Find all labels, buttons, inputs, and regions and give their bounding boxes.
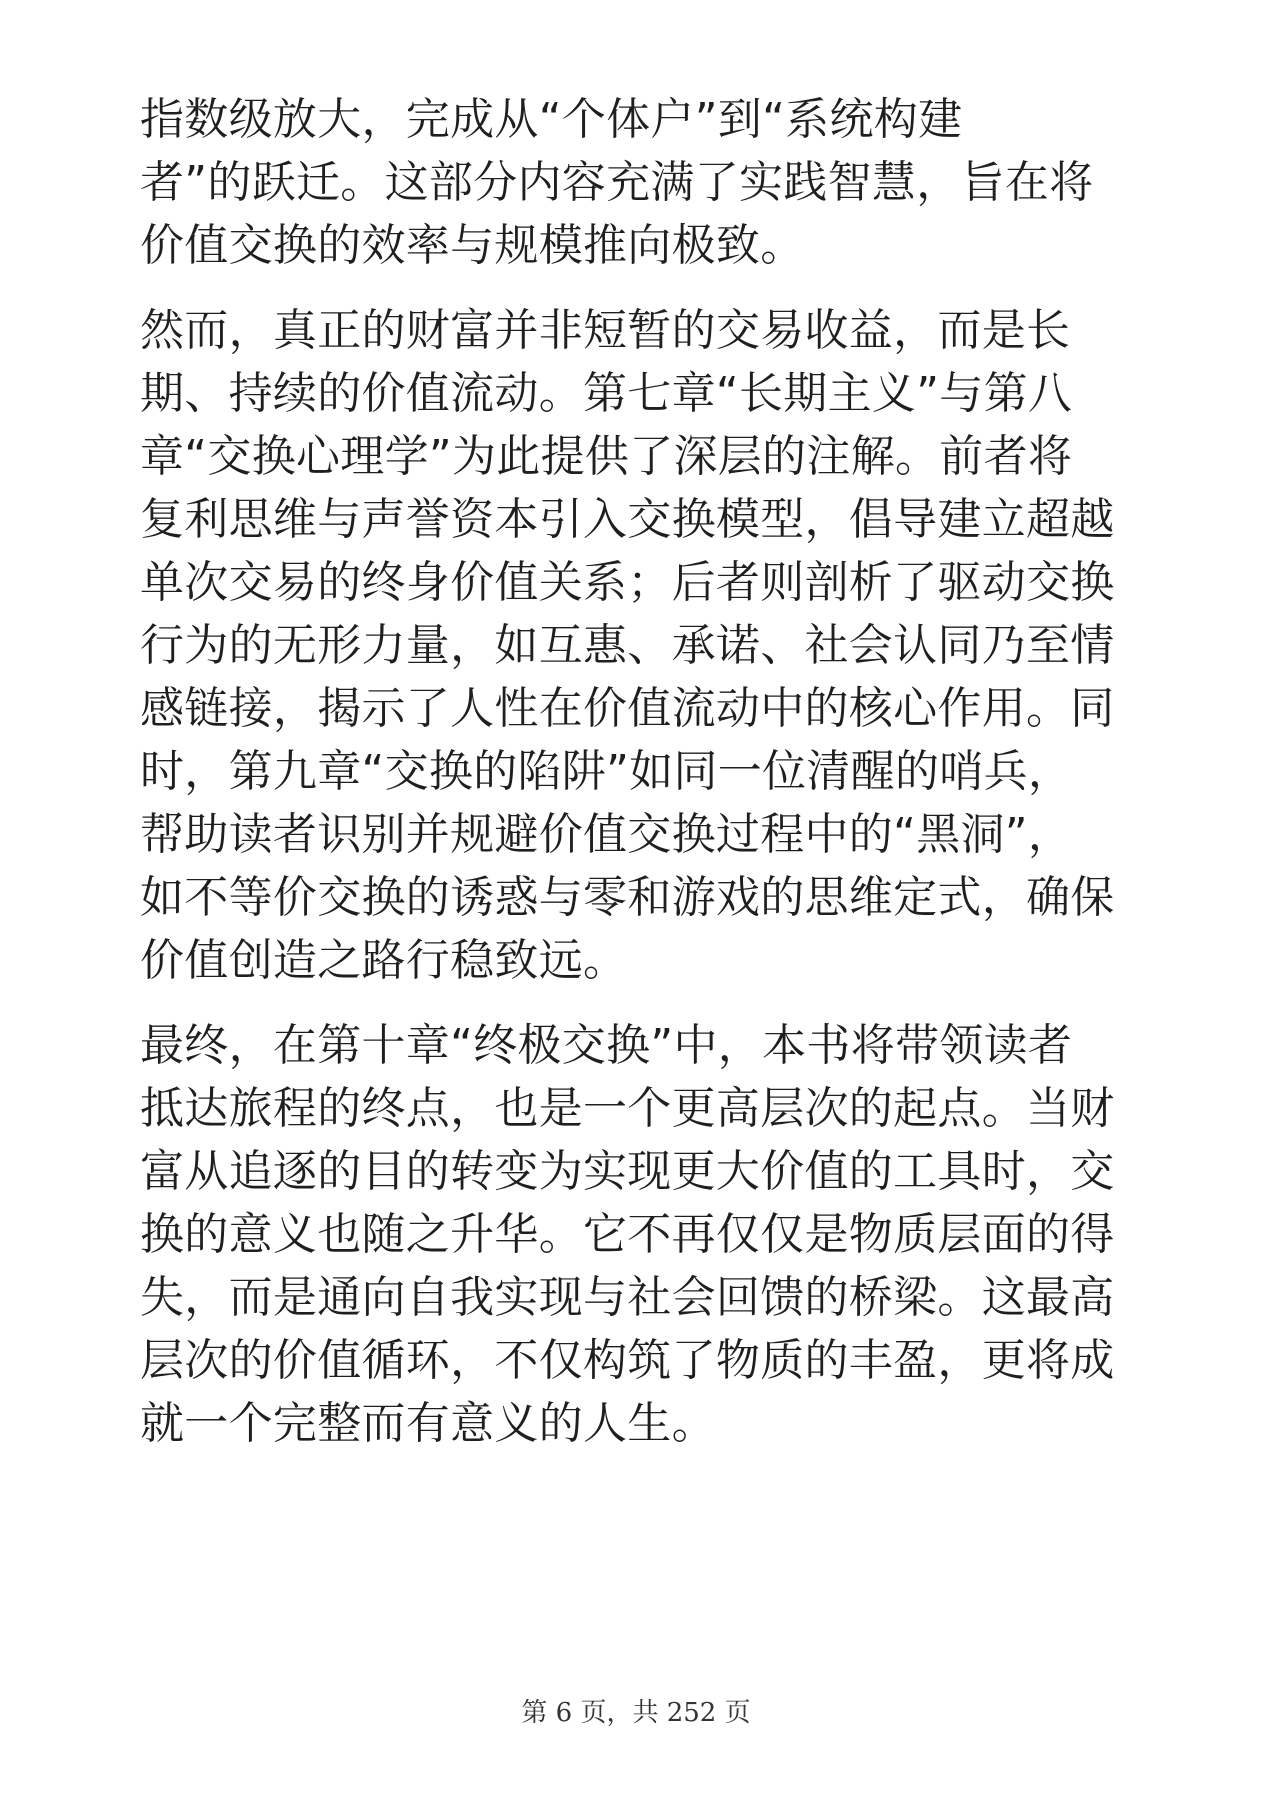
text-line: 抵达旅程的终点，也是一个更高层次的起点。当财 (140, 1083, 1115, 1134)
text-line: 价值创造之路行稳致远。 (140, 935, 628, 986)
text-line: 指数级放大，完成从“个体户”到“系统构建 (140, 94, 963, 145)
text-line: 层次的价值循环，不仅构筑了物质的丰盈，更将成 (140, 1335, 1115, 1386)
document-body (140, 88, 1140, 1455)
text-line: 感链接，揭示了人性在价值流动中的核心作用。同 (140, 683, 1115, 734)
paragraph (140, 1014, 1140, 1455)
text-line: 复利思维与声誉资本引入交换模型，倡导建立超越 (140, 494, 1115, 545)
text-line: 就一个完整而有意义的人生。 (140, 1398, 716, 1449)
text-line: 换的意义也随之升华。它不再仅仅是物质层面的得 (140, 1209, 1115, 1260)
page-number-footer: 第 6 页，共 252 页 (521, 1698, 751, 1728)
paragraph (140, 88, 1140, 277)
paragraph-gap (140, 992, 1140, 1014)
text-line: 时，第九章“交换的陷阱”如同一位清醒的哨兵， (140, 746, 1073, 797)
text-line: 最终，在第十章“终极交换”中，本书将带领读者 (140, 1020, 1073, 1071)
text-line: 如不等价交换的诱惑与零和游戏的思维定式，确保 (140, 872, 1115, 923)
text-line: 者”的跃迁。这部分内容充满了实践智慧，旨在将 (140, 157, 1094, 208)
text-line: 帮助读者识别并规避价值交换过程中的“黑洞”， (140, 809, 1073, 860)
text-line: 富从追逐的目的转变为实现更大价值的工具时，交 (140, 1146, 1115, 1197)
text-line: 失，而是通向自我实现与社会回馈的桥梁。这最高 (140, 1272, 1115, 1323)
text-line: 价值交换的效率与规模推向极致。 (140, 220, 805, 271)
paragraph (140, 299, 1140, 992)
text-line: 章“交换心理学”为此提供了深层的注解。前者将 (140, 431, 1073, 482)
text-line: 然而，真正的财富并非短暂的交易收益，而是长 (140, 305, 1071, 356)
text-line: 单次交易的终身价值关系；后者则剖析了驱动交换 (140, 557, 1115, 608)
paragraph-gap (140, 277, 1140, 299)
text-line: 行为的无形力量，如互惠、承诺、社会认同乃至情 (140, 620, 1115, 671)
text-line: 期、持续的价值流动。第七章“长期主义”与第八 (140, 368, 1073, 419)
